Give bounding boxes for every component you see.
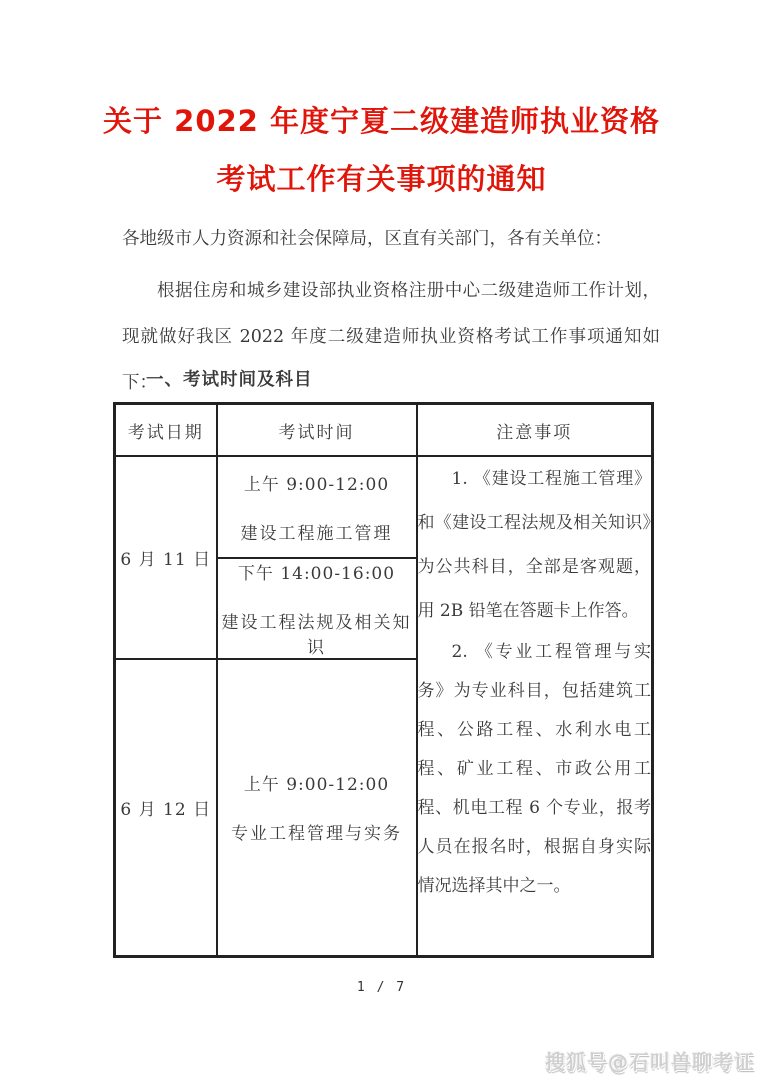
session-subject: 建设工程施工管理 <box>240 524 393 544</box>
exam-schedule-table <box>113 402 654 958</box>
session-time: 上午 9:00-12:00 <box>243 475 390 495</box>
document-title <box>0 92 763 208</box>
table-row <box>115 456 653 558</box>
watermark-sohu-account: 搜狐号@石叫兽聊考证 <box>545 1050 755 1074</box>
notes-cell <box>417 456 653 956</box>
column-header-exam-time: 考试时间 <box>217 404 417 457</box>
session-subject: 建设工程法规及相关知识 <box>221 613 412 658</box>
salutation-line: 各地级市人力资源和社会保障局，区直有关部门，各有关单位： <box>122 229 612 249</box>
session-time: 下午 14:00-16:00 <box>237 564 396 584</box>
note-item-2: 2. 《专业工程管理与实务》为专业科目，包括建筑工程、公路工程、水利水电工程、矿业工程、市政公用工程、机电工程 6 个专业，报考人员在报名时，根据自身实际情况选择其中之一。 <box>417 642 651 896</box>
column-header-notes: 注意事项 <box>417 404 653 457</box>
exam-date-june-11: 6 月 11 日 <box>115 456 217 659</box>
session-june11-morning <box>217 456 417 558</box>
column-header-exam-date: 考试日期 <box>115 404 217 457</box>
document-title-line-2: 考试工作有关事项的通知 <box>216 162 547 196</box>
table-header-row <box>115 404 653 457</box>
intro-paragraph: 根据住房和城乡建设部执业资格注册中心二级建造师工作计划，现就做好我区 2022 年度二级建造师执业资格考试工作事项通知如下： <box>122 281 660 393</box>
section-1-heading: 一、考试时间及科目 <box>146 370 313 390</box>
session-june12-morning <box>217 659 417 956</box>
session-time: 上午 9:00-12:00 <box>243 775 390 796</box>
session-subject: 专业工程管理与实务 <box>231 824 402 845</box>
session-june11-afternoon <box>217 558 417 659</box>
exam-date-june-12: 6 月 12 日 <box>115 659 217 956</box>
note-item-1: 1. 《建设工程施工管理》和《建设工程法规及相关知识》为公共科目，全部是客观题，用 2B 铅笔在答题卡上作答。 <box>417 469 651 621</box>
page-number: 1 / 7 <box>356 980 407 995</box>
document-title-line-1: 关于 2022 年度宁夏二级建造师执业资格 <box>103 104 660 138</box>
